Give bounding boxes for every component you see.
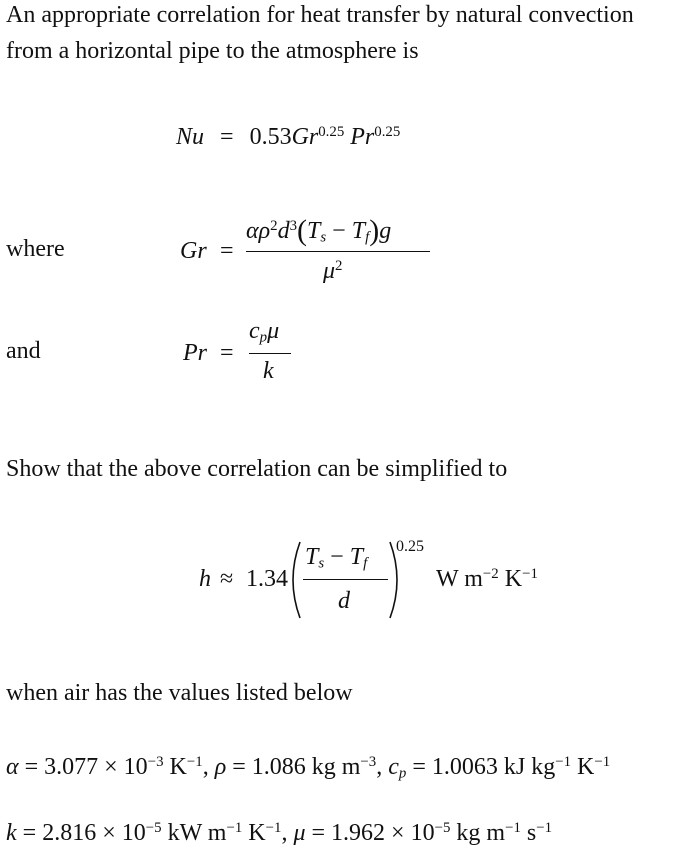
alpha-unit: K [163, 754, 187, 780]
h-numerator [305, 544, 367, 571]
equals-sign: = [220, 124, 234, 150]
mu-unit-2: s [520, 820, 537, 846]
unit-k-exponent: −1 [522, 565, 538, 582]
task-text: Show that the above correlation can be simplified to [6, 456, 508, 482]
ts-subscript: s [318, 555, 325, 572]
separator: , [376, 754, 389, 780]
where-label: where [6, 236, 65, 262]
unit-k: K [504, 566, 523, 592]
alpha-unit-exponent: −1 [186, 753, 203, 770]
pr-exponent: 0.25 [374, 123, 401, 140]
ts-symbol: T [305, 544, 319, 570]
intro-line-2: from a horizontal pipe to the atmosphere is [6, 38, 419, 64]
pr-equals-sign: = [220, 340, 234, 366]
right-paren: ) [369, 214, 380, 247]
k-exponent: −5 [145, 819, 162, 836]
h-symbol: h [199, 566, 211, 592]
gr-lhs: Gr [180, 238, 207, 264]
rho-value: = 1.086 kg m [226, 754, 361, 780]
h-coefficient: 1.34 [246, 566, 288, 592]
mu-symbol: μ [267, 318, 280, 344]
h-denominator: d [338, 588, 350, 614]
gr-fraction-bar [246, 251, 430, 252]
ts-subscript: s [320, 229, 327, 246]
gr-numerator [246, 214, 391, 248]
rho-exponent: 2 [270, 217, 278, 234]
mu-value: = 1.962 × 10 [305, 820, 435, 846]
rho-symbol: ρ [214, 754, 227, 780]
cp-exponent-2: −1 [594, 753, 611, 770]
gr-symbol: Gr [291, 124, 319, 150]
g-symbol: g [379, 218, 392, 244]
mu-exponent: 2 [335, 257, 343, 274]
mu-unit-exponent-2: −1 [536, 819, 553, 836]
d-symbol: d [277, 218, 290, 244]
values-intro-text: when air has the values listed below [6, 680, 353, 706]
alpha-rho-symbol: αρ [246, 218, 271, 244]
mu-symbol: μ [323, 258, 336, 284]
gr-exponent: 0.25 [318, 123, 345, 140]
k-symbol: k [6, 820, 17, 846]
tf-subscript: f [365, 229, 370, 246]
mu-symbol: μ [293, 820, 306, 846]
k-unit-exponent-1: −1 [226, 819, 243, 836]
unit-w-m: W m [436, 566, 483, 592]
values-line-2 [6, 820, 552, 847]
approx-sign: ≈ [220, 566, 234, 592]
cp-subscript: p [398, 765, 407, 782]
d-exponent: 3 [289, 217, 297, 234]
gr-denominator [323, 258, 342, 285]
ts-symbol: T [307, 218, 321, 244]
unit-m-exponent: −2 [482, 565, 499, 582]
separator: , [281, 820, 294, 846]
h-exponent: 0.25 [396, 538, 424, 555]
k-value: = 2.816 × 10 [16, 820, 146, 846]
minus-sign: − [330, 544, 344, 570]
k-unit-2: K [242, 820, 266, 846]
alpha-exponent: −3 [147, 753, 164, 770]
alpha-value: = 3.077 × 10 [18, 754, 148, 780]
tf-symbol: T [349, 544, 364, 570]
pr-fraction-bar [249, 353, 291, 354]
cp-symbol: c [388, 754, 399, 780]
rho-exponent: −3 [360, 753, 377, 770]
pr-numerator [249, 318, 279, 345]
gr-equals-sign: = [220, 238, 234, 264]
cp-exponent-1: −1 [555, 753, 572, 770]
cp-unit: K [571, 754, 595, 780]
nu-symbol: Nu [176, 124, 205, 150]
mu-exponent: −5 [434, 819, 451, 836]
left-paren: ( [297, 214, 307, 247]
tf-subscript: f [363, 555, 368, 572]
large-left-paren [284, 540, 304, 620]
nu-equation [176, 124, 400, 151]
tf-symbol: T [351, 218, 366, 244]
pr-denominator: k [263, 358, 274, 384]
pr-lhs: Pr [183, 340, 207, 366]
k-unit-exponent-2: −1 [265, 819, 282, 836]
intro-line-1: An appropriate correlation for heat transfer by natural convection [6, 2, 634, 28]
pr-symbol: Pr [350, 124, 375, 150]
and-label: and [6, 338, 41, 364]
mu-unit: kg m [450, 820, 506, 846]
alpha-symbol: α [6, 754, 19, 780]
h-fraction-bar [303, 579, 388, 580]
nu-coefficient: 0.53 [249, 124, 292, 150]
cp-value: = 1.0063 kJ kg [406, 754, 556, 780]
values-line-1 [6, 754, 610, 781]
h-units [436, 566, 538, 593]
cp-symbol: c [249, 318, 260, 344]
separator: , [202, 754, 215, 780]
mu-unit-exponent-1: −1 [505, 819, 521, 836]
minus-sign: − [332, 218, 346, 244]
cp-subscript: p [259, 329, 268, 346]
k-unit: kW m [161, 820, 227, 846]
